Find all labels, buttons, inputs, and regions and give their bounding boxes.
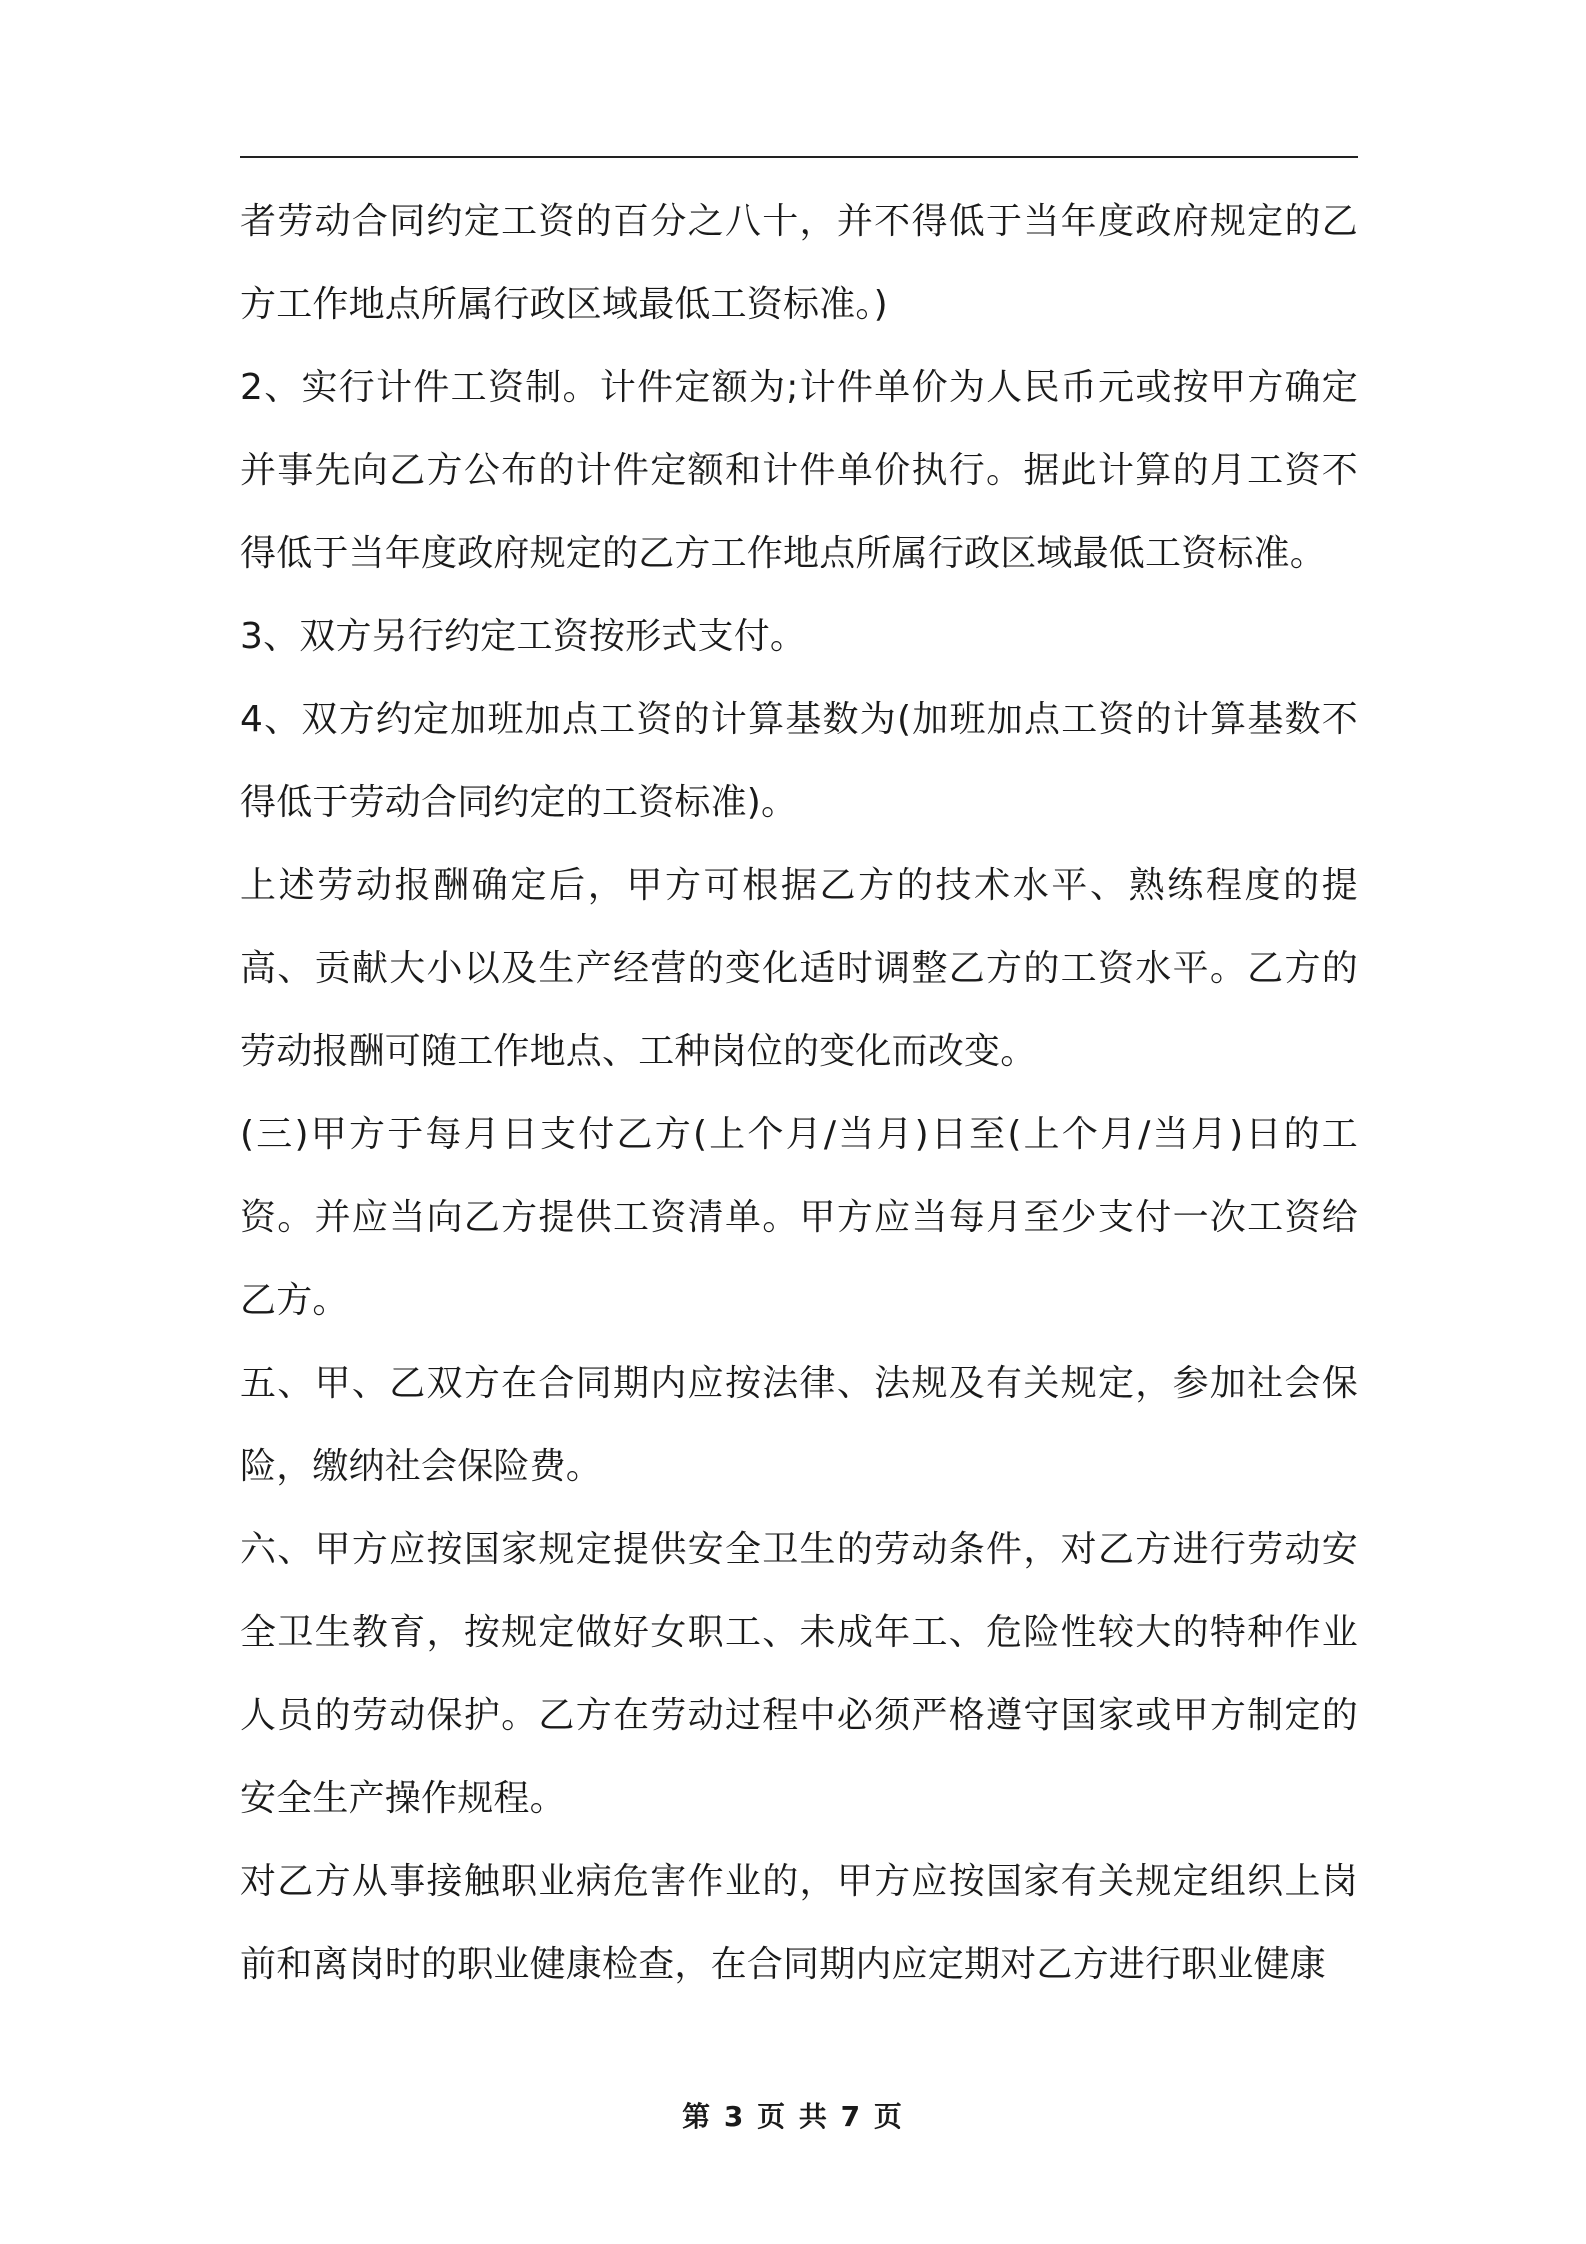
paragraph: 六、甲方应按国家规定提供安全卫生的劳动条件，对乙方进行劳动安全卫生教育，按规定做好女职工、未成年工、危险性较大的特种作业人员的劳动保护。乙方在劳动过程中必须严格遵守国家或甲方制定的安全生产操作规程。 [240,1529,1358,1819]
paragraph: 4、双方约定加班加点工资的计算基数为(加班加点工资的计算基数不得低于劳动合同约定的工资标准)。 [240,699,1358,823]
page-number-footer: 第 3 页 共 7 页 [682,2100,904,2133]
paragraph: 者劳动合同约定工资的百分之八十，并不得低于当年度政府规定的乙方工作地点所属行政区域最低工资标准。) [240,201,1358,325]
paragraph: 3、双方另行约定工资按形式支付。 [240,616,807,657]
header-rule [240,156,1358,158]
paragraph: 五、甲、乙双方在合同期内应按法律、法规及有关规定，参加社会保险，缴纳社会保险费。 [240,1363,1358,1487]
paragraph: 2、实行计件工资制。计件定额为;计件单价为人民币元或按甲方确定并事先向乙方公布的计件定额和计件单价执行。据此计算的月工资不得低于当年度政府规定的乙方工作地点所属行政区域最低工资标准。 [240,367,1358,574]
paragraph: (三)甲方于每月日支付乙方(上个月/当月)日至(上个月/当月)日的工资。并应当向乙方提供工资清单。甲方应当每月至少支付一次工资给乙方。 [240,1114,1358,1321]
paragraph: 对乙方从事接触职业病危害作业的，甲方应按国家有关规定组织上岗前和离岗时的职业健康检查，在合同期内应定期对乙方进行职业健康 [240,1861,1358,1985]
body-text [240,180,1358,2006]
paragraph: 上述劳动报酬确定后，甲方可根据乙方的技术水平、熟练程度的提高、贡献大小以及生产经营的变化适时调整乙方的工资水平。乙方的劳动报酬可随工作地点、工种岗位的变化而改变。 [240,865,1358,1072]
